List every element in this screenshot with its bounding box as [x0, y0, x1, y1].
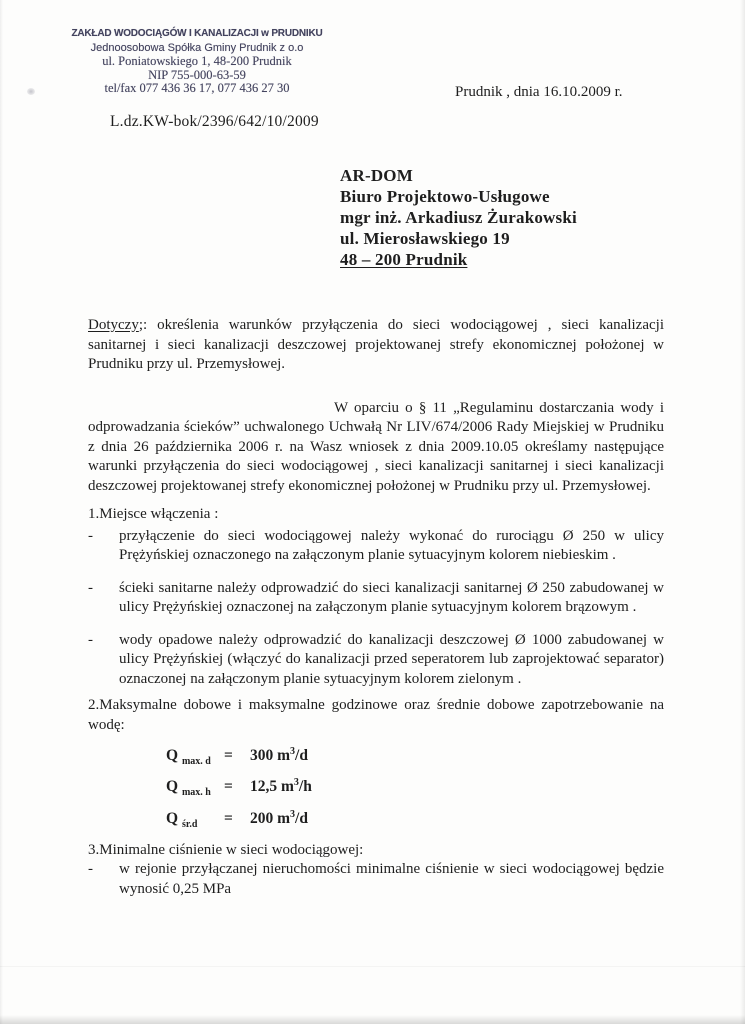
q-subscript: śr.d: [181, 818, 198, 830]
recipient-person: mgr inż. Arkadiusz Żurakowski: [340, 208, 577, 227]
q-subscript: max. h: [181, 787, 211, 799]
bullet-dash: -: [88, 527, 93, 544]
exponent: 3: [290, 808, 296, 820]
section2-heading: 2.Maksymalne dobowe i maksymalne godzinowe oraz średnie dobowe zapotrzebowanie na wodę:: [88, 697, 664, 733]
stamp-company-type: Jednoosobowa Spółka Gminy Prudnik z o.o: [90, 42, 304, 54]
bullet-dash: -: [88, 579, 93, 596]
list-item: [88, 631, 664, 690]
scan-speck: [27, 88, 35, 95]
bullet-indent: [102, 579, 119, 618]
letter-body: [88, 316, 664, 899]
subject-label: Dotyczy: [88, 317, 139, 333]
q-symbol: Q $_{max. h}$: [166, 778, 211, 799]
recipient-name: AR-DOM: [340, 166, 413, 185]
stamp-nip: NIP 755-000-63-59: [148, 67, 246, 82]
stamp-phone: tel/fax 077 436 36 17, 077 436 27 30: [104, 81, 290, 95]
bullet-text-sewage: ścieki sanitarne należy odprowadzić do sieci kanalizacji sanitarnej Ø 250 zabudowanej w ulicy Prężyńskiej oznaczonej na załączonym planie sytuacyjnym kolorem brązowym .: [119, 579, 664, 615]
bullet-text-rainwater: wody opadowe należy odprowadzić do kanalizacji deszczowej Ø 1000 zabudowanej w ulicy Prężyńskiej (włączyć do kanalizacji przed seperatorem lub zaprojektować separator) oznaczonej na załączonym planie sytuacyjnym kolorem zielonym .: [119, 631, 664, 687]
q-symbol: Q $_{max. d}$: [166, 747, 211, 768]
paper-fold-line: [0, 966, 745, 967]
bullet-dash: -: [88, 631, 93, 648]
scan-edge-shadow-right: [740, 0, 745, 1024]
stamp-address: ul. Poniatowskiego 1, 48-200 Prudnik: [102, 54, 292, 68]
bullet-indent: [102, 631, 119, 690]
q-value: 12,5 $m^3/h$: [250, 777, 312, 796]
recipient-block: [340, 165, 577, 270]
q-row-avg-daily: [166, 804, 664, 835]
q-row-max-hourly: [166, 772, 664, 803]
bullet-text-pressure: w rejonie przyłączanej nieruchomości minimalne ciśnienie w sieci wodociągowej będzie wynosić 0,25 MPa: [119, 861, 664, 897]
section3-heading: 3.Minimalne ciśnienie w sieci wodociągowej:: [88, 841, 364, 858]
reference-number: L.dz.KW-bok/2396/642/10/2009: [110, 113, 319, 130]
q-value: 200 $m^3/d$: [250, 808, 308, 827]
company-stamp: [58, 27, 336, 96]
stamp-company-name: ZAKŁAD WODOCIĄGÓW I KANALIZACJI w PRUDNIKU: [71, 28, 323, 39]
bullet-indent: [102, 527, 119, 566]
equals-sign: =: [224, 778, 233, 796]
recipient-company: Biuro Projektowo-Usługowe: [340, 187, 550, 206]
recipient-street: ul. Mierosławskiego 19: [340, 229, 510, 248]
exponent: 3: [293, 777, 299, 789]
subject-paragraph: [88, 316, 664, 375]
equals-sign: =: [224, 809, 233, 827]
list-item: [88, 860, 664, 899]
subject-text: określenia warunków przyłączenia do sieci wodociągowej , sieci kanalizacji sanitarnej i sieci kanalizacji deszczowej projektowanej strefy ekonomicznej położonej w Prudniku przy ul. Przemysłowej.: [88, 317, 664, 372]
exponent: 3: [290, 746, 296, 757]
bullet-text-water: przyłączenie do sieci wodociągowej należy wykonać do rurociągu Ø 250 w ulicy Prężyńskiej oznaczonego na załączonym planie sytuacyjnym kolorem niebieskim .: [119, 527, 664, 563]
section1-heading: 1.Miejsce włączenia :: [88, 506, 219, 522]
scan-edge-shadow-left: [0, 0, 3, 1024]
water-demand-values: [166, 741, 664, 835]
list-item: [88, 579, 664, 618]
q-symbol: Q $_{śr.d}$: [166, 809, 198, 830]
subject-punctuation: ;:: [138, 317, 148, 333]
scan-edge-shadow-bottom: [0, 1015, 745, 1024]
bullet-dash: -: [88, 861, 93, 878]
list-item: [88, 527, 664, 566]
date-line: Prudnik , dnia 16.10.2009 r.: [455, 84, 623, 100]
q-row-max-daily: [166, 741, 664, 772]
q-subscript: max. d: [181, 756, 211, 768]
recipient-city: 48 – 200 Prudnik: [340, 250, 468, 269]
q-value: 300 $m^3/d$: [250, 746, 308, 765]
intro-paragraph: W oparciu o § 11 „Regulaminu dostarczania wody i odprowadzania ścieków” uchwalonego Uchwałą Nr LIV/674/2006 Rady Miejskiej w Prudniku z dnia 26 października 2006 r. na Wasz wniosek z dnia 2009.10.05 określamy następujące warunki przyłączenia do sieci wodociągowej , sieci kanalizacji sanitarnej i sieci kanalizacji deszczowej projektowanej strefy ekonomicznej położonej w Prudniku przy ul. Przemysłowej.: [88, 399, 664, 494]
equals-sign: =: [224, 747, 233, 765]
bullet-indent: [102, 860, 119, 899]
